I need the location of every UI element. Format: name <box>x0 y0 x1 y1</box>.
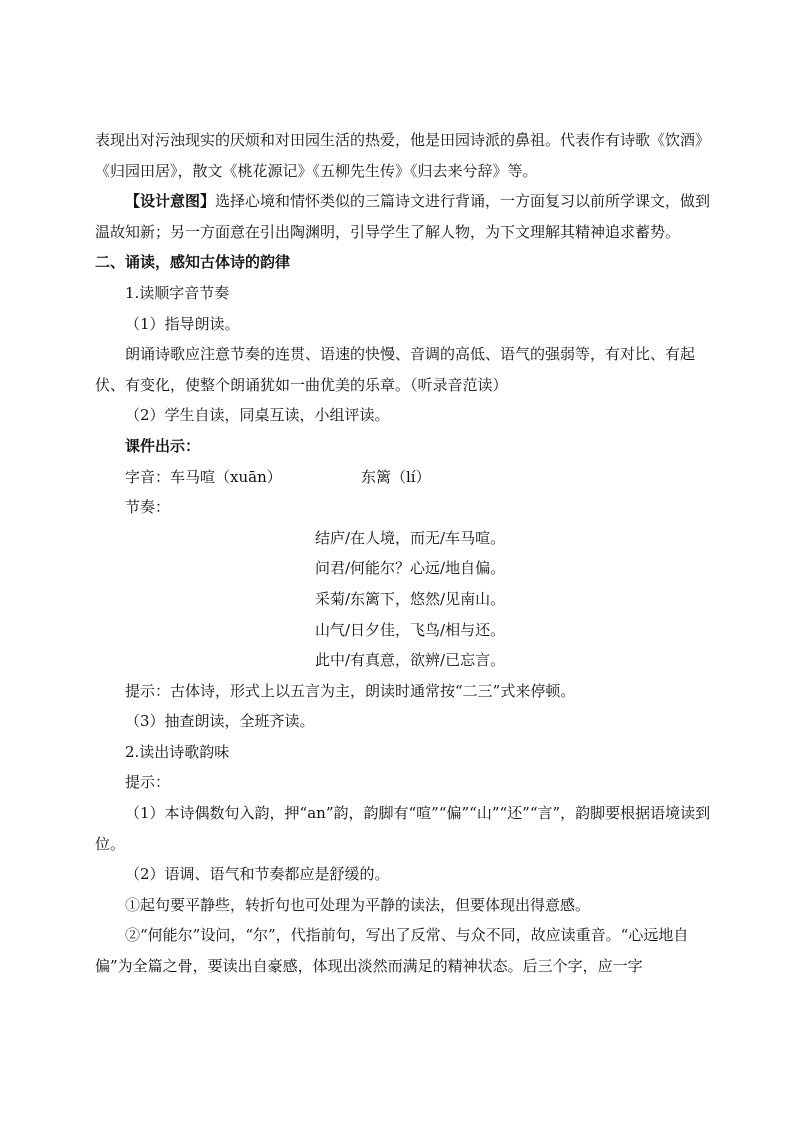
design-intent-text: 选择心境和情怀类似的三篇诗文进行背诵，一方面复习以前所学课文，做到温故知新；另一方面意在引出陶渊明，引导学生了解人物，为下文理解其精神追求蓄势。 <box>95 192 711 241</box>
step-1-text: （1）指导朗读。 <box>125 314 240 333</box>
rhythm-label: 节奏： <box>125 498 171 517</box>
poem-line: 山气/日夕佳，飞鸟/相与还。 <box>315 620 506 639</box>
pronunciation-item-1: 字音：车马喧（xuān） <box>125 467 282 486</box>
step-3-text: （3）抽查朗读，全班齐读。 <box>125 712 315 731</box>
poem-block <box>95 523 723 676</box>
pronunciation-item-2: 东篱（lí） <box>361 467 431 486</box>
poem-line: 结庐/在人境，而无/车马喧。 <box>315 528 506 547</box>
design-intent-label: 【设计意图】 <box>125 192 216 211</box>
document-body <box>95 125 723 982</box>
tip-tone-paragraph: （2）语调、语气和节奏都应是舒缓的。 <box>125 865 390 884</box>
poem-line: 问君/何能尔？心远/地自偏。 <box>315 559 506 578</box>
subsection-2-heading: 2.读出诗歌韵味 <box>125 742 230 761</box>
tip-question-paragraph: ②“何能尔”设问，“尔”，代指前句，写出了反常、与众不同，故应读重音。“心远地自偏”为全篇之骨，要读出自豪感，体现出淡然而满足的精神状态。后三个字，应一字 <box>95 926 689 976</box>
step-2-text: （2）学生自读，同桌互读，小组评读。 <box>125 406 390 425</box>
tip-rhyme-paragraph: （1）本诗偶数句入韵，押“an”韵，韵脚有“喧”“偏”“山”“还”“言”，韵脚要根据语境读到位。 <box>95 804 711 853</box>
courseware-label: 课件出示： <box>125 436 201 455</box>
section-2-heading: 二、诵读，感知古体诗的韵律 <box>95 253 291 272</box>
reading-guidance-paragraph: 朗诵诗歌应注意节奏的连贯、语速的快慢、音调的高低、语气的强弱等，有对比、有起伏、有变化，使整个朗诵犹如一曲优美的乐章。（听录音范读） <box>95 345 696 394</box>
design-intent-paragraph <box>95 186 723 247</box>
pronunciation-row <box>95 462 723 493</box>
tip-label: 提示： <box>125 773 171 792</box>
poem-line: 采菊/东篱下，悠然/见南山。 <box>315 589 506 608</box>
tip-opening-paragraph: ①起句要平静些，转折句也可处理为平静的读法，但要体现出得意感。 <box>125 895 591 914</box>
pause-tip: 提示：古体诗，形式上以五言为主，朗读时通常按“二三”式来停顿。 <box>125 681 576 700</box>
poem-line: 此中/有真意，欲辨/已忘言。 <box>315 651 506 670</box>
intro-paragraph: 表现出对污浊现实的厌烦和对田园生活的热爱，他是田园诗派的鼻祖。代表作有诗歌《饮酒》《归园田居》，散文《桃花源记》《五柳先生传》《归去来兮辞》等。 <box>95 131 711 180</box>
subsection-1-heading: 1.读顺字音节奏 <box>125 283 230 302</box>
